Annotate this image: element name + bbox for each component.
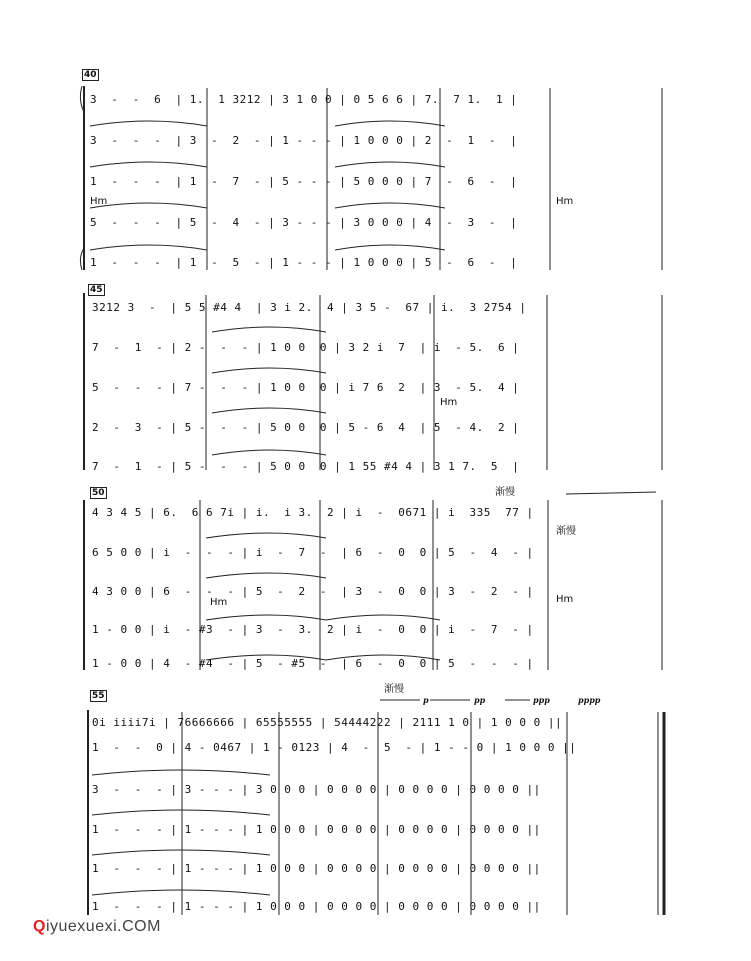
measure-number: 45 <box>90 285 103 295</box>
system-3-row-4: 1 - 0 0 | i - #3 - | 3 - 3. 2 | i - 0 0 | i - 7 - | <box>92 623 534 636</box>
system-4-row-6: 1 - - - | 1 - - - | 1 0 0 0 | 0 0 0 0 | 0 0 0 0 | 0 0 0 0 || <box>92 900 541 913</box>
dynamic-marking: pppp <box>578 695 601 705</box>
system-1-row-1: 3 - - 6 | 1. 1 3212 | 3 1 0 0 | 0 5 6 6 | 7. 7 1. 1 | <box>90 93 518 106</box>
system-2-row-1: 3212 3 - | 5 5 #4 4 | 3 i 2. 4 | 3 5 - 67 | i. 3 2754 | <box>92 301 527 314</box>
hm-label: Hm <box>210 597 228 608</box>
watermark-text: iyuexuexi.COM <box>45 918 161 935</box>
system-3-row-5: 1 - 0 0 | 4 - #4 - | 5 - #5 - | 6 - 0 0 | 5 - - - | <box>92 657 534 670</box>
dynamic-marking: p <box>423 695 429 705</box>
system-4-row-4: 1 - - - | 1 - - - | 1 0 0 0 | 0 0 0 0 | 0 0 0 0 | 0 0 0 0 || <box>92 823 541 836</box>
system-1-row-5: 1 - - - | 1 - 5 - | 1 - - - | 1 0 0 0 | 5 - 6 - | <box>90 256 518 269</box>
tempo-marking: 渐慢 <box>556 526 576 537</box>
system-1-row-4: 5 - - - | 5 - 4 - | 3 - - - | 3 0 0 0 | 4 - 3 - | <box>90 216 518 229</box>
system-3-row-1: 4 3 4 5 | 6. 6 6 7i | i. i 3. 2 | i - 0671 | i 335 77 | <box>92 506 534 519</box>
hm-label: Hm <box>440 397 458 408</box>
tempo-marking: 渐慢 <box>384 684 404 695</box>
dynamic-marking: ppp <box>533 695 550 705</box>
system-3-row-3: 4 3 0 0 | 6 - - - | 5 - 2 - | 3 - 0 0 | 3 - 2 - | <box>92 585 534 598</box>
dynamic-marking: pp <box>474 695 486 705</box>
watermark <box>33 918 161 936</box>
system-2-row-4: 2 - 3 - | 5 - - - | 5 0 0 0 | 5 - 6 4 | 5 - 4. 2 | <box>92 421 520 434</box>
system-4-row-5: 1 - - - | 1 - - - | 1 0 0 0 | 0 0 0 0 | 0 0 0 0 | 0 0 0 0 || <box>92 862 541 875</box>
system-2-row-2: 7 - 1 - | 2 - - - | 1 0 0 0 | 3 2 i 7 | i - 5. 6 | <box>92 341 520 354</box>
measure-number: 40 <box>84 70 97 80</box>
system-1-row-2: 3 - - - | 3 - 2 - | 1 - - - | 1 0 0 0 | 2 - 1 - | <box>90 134 518 147</box>
watermark-initial: Q <box>33 918 46 935</box>
measure-number: 55 <box>92 691 105 701</box>
hm-label: Hm <box>556 196 574 207</box>
system-2-row-3: 5 - - - | 7 - - - | 1 0 0 0 | i 7 6 2 | 3 - 5. 4 | <box>92 381 520 394</box>
system-3-row-2: 6 5 0 0 | i - - - | i - 7 - | 6 - 0 0 | 5 - 4 - | <box>92 546 534 559</box>
hm-label: Hm <box>556 594 574 605</box>
system-4-row-3: 3 - - - | 3 - - - | 3 0 0 0 | 0 0 0 0 | 0 0 0 0 | 0 0 0 0 || <box>92 783 541 796</box>
system-2-row-5: 7 - 1 - | 5 - - - | 5 0 0 0 | 1 55 #4 4 | 3 1 7. 5 | <box>92 460 520 473</box>
measure-number: 50 <box>92 488 105 498</box>
system-4-row-2: 1 - - 0 | 4 - 0467 | 1 - 0123 | 4 - 5 - | 1 - - 0 | 1 0 0 0 || <box>92 741 577 754</box>
system-1-row-3: 1 - - - | 1 - 7 - | 5 - - - | 5 0 0 0 | 7 - 6 - | <box>90 175 518 188</box>
system-4-row-1: 0i iiii7i | 76666666 | 65555555 | 54444222 | 2111 1 0 | 1 0 0 0 || <box>92 716 563 729</box>
tempo-marking: 渐慢 <box>495 487 515 498</box>
hm-label: Hm <box>90 196 108 207</box>
